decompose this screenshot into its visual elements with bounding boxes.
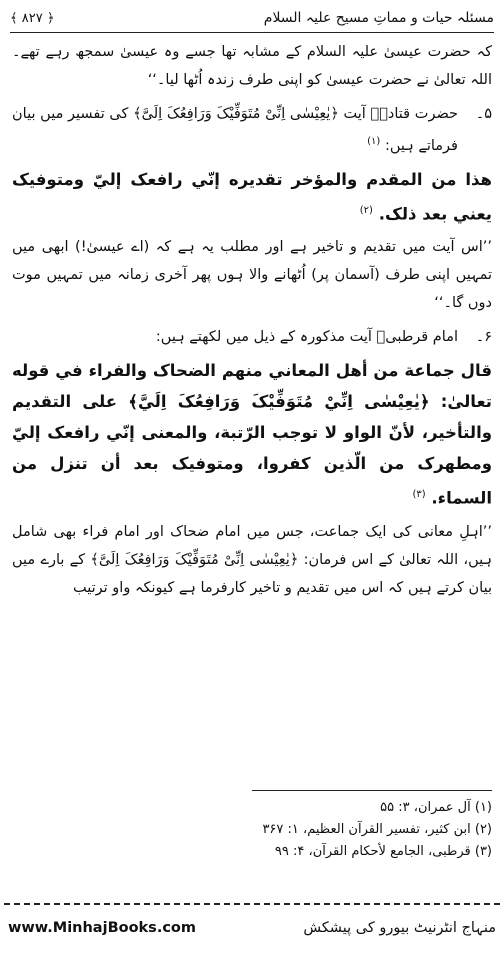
qurtubi-arabic-text: قال جماعة من أهل المعاني منهم الضحاک والفراء في قوله تعالىٰ: ﴿يٰعِيْسٰى اِنِّيْ مُتَوَفِّيْکَ وَرَافِعُکَ اِلَيَّ﴾ على التقديم والتأخير، لأنّ الواو لا توجب الرّتبة، والمعنى إنّي رافعک إليّ ومطهرک من الّذين کفروا، ومتوفيک بعد أن تنزل من السماء.: [12, 361, 492, 508]
item-5-intro: حضرت قتادہؒ آیت ﴿یٰعِیْسٰی اِنِّیْ مُتَوَفِّیْکَ وَرَافِعُکَ اِلَیَّ﴾ کی تفسیر میں بیان فرماتے ہیں:: [12, 106, 458, 154]
page-header: [10, 4, 494, 33]
qatada-translation: ’’اس آیت میں تقدیم و تاخیر ہے اور مطلب یہ ہے کہ (اے عیسیٰ!) ابھی میں تمہیں اپنی طرف (آسمان پر) اُٹھانے والا ہوں پھر آخری زمانہ میں تمہیں موت دوں گا۔‘‘: [12, 239, 492, 312]
item-5-number: ۵۔: [475, 106, 492, 122]
item-5-text: [12, 100, 458, 160]
presenter-credit: منہاج انٹرنیٹ بیورو کی پیشکش: [303, 920, 496, 936]
footnote-ref-3[interactable]: (۳): [412, 489, 426, 501]
item-6: [12, 323, 492, 351]
footnote-2: (۲) ابن کثیر، تفسیر القرآن العظیم، ۱: ۳۶۷: [262, 822, 492, 837]
footnotes: [252, 790, 492, 863]
qatada-arabic-quote: [12, 164, 492, 230]
footer-divider: [4, 903, 500, 905]
running-title: مسئلہ حیات و مماتِ مسیح علیہ السلام: [263, 10, 494, 26]
footnote-1: (۱) آل عمران، ۳: ۵۵: [380, 800, 492, 815]
page-body: [12, 38, 492, 866]
intro-paragraph: کہ حضرت عیسیٰ علیہ السلام کے مشابہ تھا جسے وہ عیسیٰ سمجھ رہے تھے۔ اللہ تعالیٰ نے حضرت عیسیٰ کو اپنی طرف زندہ اُٹھا لیا۔‘‘: [12, 44, 492, 88]
footnote-3: (۳) قرطبی، الجامع لأحکام القرآن، ۴: ۹۹: [274, 844, 492, 859]
website-link[interactable]: www.MinhajBooks.com: [8, 920, 196, 936]
page-number: ﴿ ۸۲۷ ﴾: [10, 10, 55, 26]
qurtubi-translation: ’’اہلِ معانی کی ایک جماعت، جس میں امام ضحاک اور امام فراء بھی شامل ہیں، اللہ تعالیٰ کے اس فرمان: ﴿یٰعِیْسٰی اِنِّیْ مُتَوَفِّیْکَ وَرَافِعُکَ اِلَیَّ﴾ کے بارے میں بیان کرتے ہیں کہ اس میں تقدیم و تاخیر کارفرما ہے کیونکہ واو ترتیب: [12, 523, 492, 596]
footnote-ref-2[interactable]: (۲): [359, 204, 373, 216]
item-6-number: ۶۔: [475, 329, 492, 346]
item-5: [12, 100, 492, 160]
footnote-ref-1[interactable]: (۱): [367, 136, 381, 147]
qurtubi-arabic-quote: [12, 355, 492, 514]
item-6-text: امام قرطبیؒ آیت مذکورہ کے ذیل میں لکھتے ہیں:: [155, 329, 458, 346]
qatada-arabic-text: هذا من المقدم والمؤخر تقديره إنّي رافعک إليّ ومتوفيک يعني بعد ذلک.: [12, 169, 492, 224]
page-footer: [8, 912, 496, 944]
